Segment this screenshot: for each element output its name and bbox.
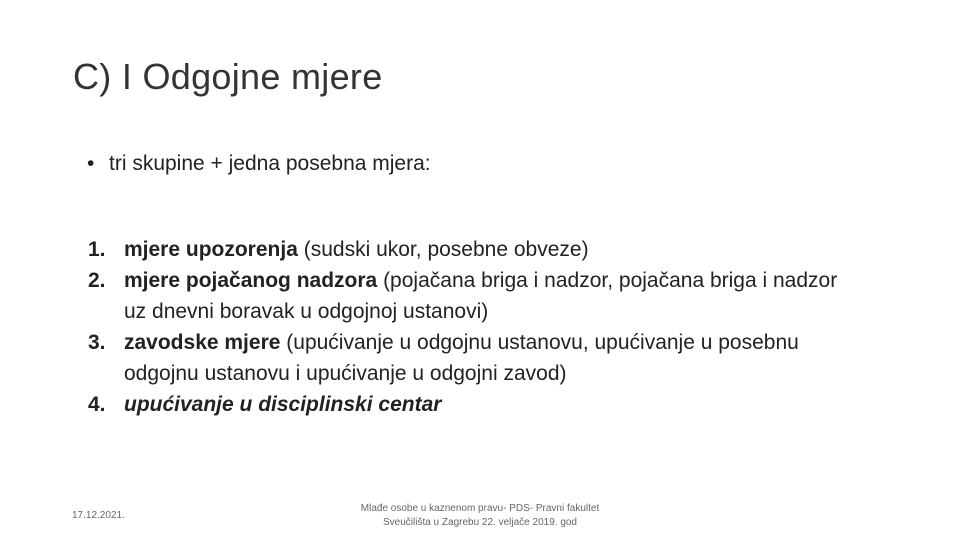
- slide-title: C) I Odgojne mjere: [73, 56, 383, 97]
- list-item: [88, 327, 848, 389]
- footer-date: 17.12.2021.: [72, 510, 125, 521]
- item-rest: (pojačana briga i nadzor, pojačana briga i nadzor uz dnevni boravak u odgojnoj ustanovi): [124, 269, 838, 323]
- item-emphasis: mjere pojačanog nadzora: [124, 269, 378, 292]
- item-body: [124, 234, 848, 265]
- footer-line-2: Sveučilišta u Zagrebu 22. veljače 2019. god: [382, 517, 577, 528]
- item-rest: (sudski ukor, posebne obveze): [297, 238, 589, 261]
- item-emphasis: mjere upozorenja: [124, 238, 298, 261]
- footer-line-1: Mlađe osobe u kaznenom pravu- PDS- Pravni fakultet: [360, 503, 600, 514]
- measures-list: [88, 234, 848, 420]
- item-emphasis: zavodske mjere: [124, 331, 281, 354]
- item-emphasis: upućivanje u disciplinski centar: [124, 393, 442, 416]
- list-item: [88, 265, 848, 327]
- bullet-line: [87, 152, 431, 176]
- item-rest: (upućivanje u odgojnu ustanovu, upućivanje u posebnu odgojnu ustanovu i upućivanje u odgojni zavod): [124, 331, 799, 385]
- footer-caption: [330, 502, 630, 530]
- item-number: 3.: [88, 331, 106, 354]
- item-body: [124, 265, 848, 327]
- item-number: 2.: [88, 269, 106, 292]
- item-number: 4.: [88, 393, 106, 416]
- item-number: 1.: [88, 238, 106, 261]
- bullet-text: tri skupine + jedna posebna mjera:: [109, 152, 431, 175]
- item-body: [124, 389, 848, 420]
- bullet-marker: •: [87, 152, 95, 175]
- list-item: [88, 234, 848, 265]
- list-item: [88, 389, 848, 420]
- item-body: [124, 327, 848, 389]
